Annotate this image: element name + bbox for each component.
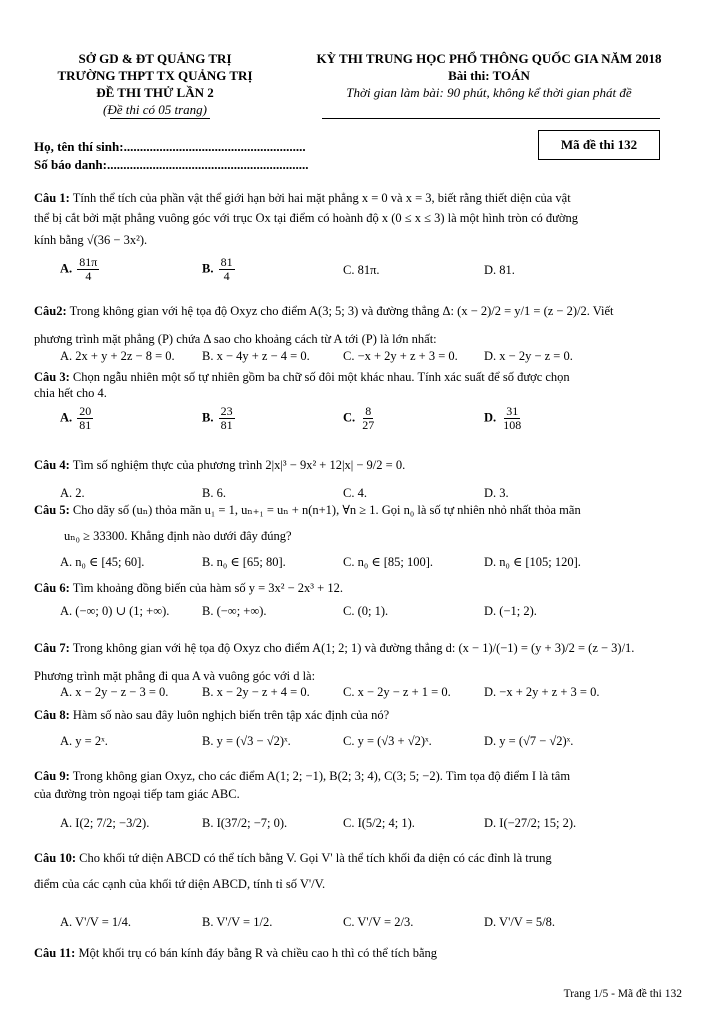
q5-option-c: C. n₀ ∈ [85; 100]. <box>343 555 433 569</box>
q8-text1: Hàm số nào sau đây luôn nghịch biến trên tập xác định của nó? <box>72 708 390 722</box>
q8-option-a: A. y = 2ˣ. <box>60 734 108 748</box>
q1-text1: Tính thể tích của phần vật thể giới hạn bởi hai mặt phẳng x = 0 và x = 3, biết rằng thiết diện của vật <box>72 191 571 205</box>
q3-d-den: 108 <box>503 418 522 432</box>
candidate-id-line: Số báo danh:.............................................................. <box>34 157 309 172</box>
q7-label: Câu 7: <box>34 641 70 655</box>
q9-option-b: B. I(37/2; −7; 0). <box>202 816 288 830</box>
department-name: SỞ GD & ĐT QUẢNG TRỊ <box>78 51 232 66</box>
option-c-label: C. <box>343 410 356 425</box>
q8-option-d: D. y = (√7 − √2)ˣ. <box>484 734 574 748</box>
q7-option-d: D. −x + 2y + z + 3 = 0. <box>484 685 600 699</box>
q4-option-c: C. 4. <box>343 486 367 500</box>
q5-label: Câu 5: <box>34 503 70 517</box>
exam-header <box>288 50 690 101</box>
q6-text1: Tìm khoảng đồng biến của hàm số y = 3x² − 2x³ + 12. <box>72 581 343 595</box>
q1-b-num: 81 <box>220 255 233 269</box>
q2-option-a: A. 2x + y + 2z − 8 = 0. <box>60 349 175 363</box>
q2-line1 <box>34 303 684 319</box>
q7-option-c: C. x − 2y − z + 1 = 0. <box>343 685 451 699</box>
page-count-note: (Đề thi có 05 trang) <box>103 102 207 117</box>
q3-label: Câu 3: <box>34 370 70 384</box>
q3-option-d <box>484 405 525 432</box>
school-name: TRƯỜNG THPT TX QUẢNG TRỊ <box>57 68 253 83</box>
q1-b-den: 4 <box>223 269 230 283</box>
q7-text1: Trong không gian với hệ tọa độ Oxyz cho điểm A(1; 2; 1) và đường thẳng d: (x − 1)/(−1) = (y + 3)/2 = (z − 3)/1. <box>72 641 635 655</box>
q9-text1: Trong không gian Oxyz, cho các điểm A(1; 2; −1), B(2; 3; 4), C(3; 5; −2). Tìm tọa độ điểm I là tâm <box>72 769 571 783</box>
option-a-label: A. <box>60 261 73 276</box>
q8-option-c: C. y = (√3 + √2)ˣ. <box>343 734 432 748</box>
q2-text1: Trong không gian với hệ tọa độ Oxyz cho điểm A(3; 5; 3) và đường thẳng Δ: (x − 2)/2 = y/1 = (z − 2)/2. Viết <box>69 304 614 318</box>
left-divider <box>110 118 210 119</box>
q3-option-b <box>202 405 237 432</box>
q9-option-c: C. I(5/2; 4; 1). <box>343 816 415 830</box>
option-a-label: A. <box>60 410 73 425</box>
q6-option-d: D. (−1; 2). <box>484 604 537 618</box>
q4-line1 <box>34 457 684 473</box>
q11-text1: Một khối trụ có bán kính đáy bằng R và chiều cao h thì có thể tích bằng <box>78 946 438 960</box>
q4-option-a: A. 2. <box>60 486 85 500</box>
q7-line2: Phương trình mặt phẳng đi qua A và vuông góc với d là: <box>34 669 316 683</box>
candidate-name-line: Họ, tên thí sinh:........................................................ <box>34 139 306 154</box>
q3-a-num: 20 <box>79 404 92 418</box>
q10-option-b: B. V'/V = 1/2. <box>202 915 273 929</box>
q3-c-num: 8 <box>365 404 372 418</box>
q1-option-d: D. 81. <box>484 263 515 277</box>
q5-option-d: D. n₀ ∈ [105; 120]. <box>484 555 581 569</box>
q5-line2: uₙ₀ ≥ 33300. Khẳng định nào dưới đây đúng? <box>64 529 292 543</box>
q8-line1 <box>34 707 684 723</box>
q3-c-den: 27 <box>362 418 375 432</box>
q7-option-a: A. x − 2y − z − 3 = 0. <box>60 685 169 699</box>
q3-b-num: 23 <box>220 404 233 418</box>
q2-option-c: C. −x + 2y + z + 3 = 0. <box>343 349 458 363</box>
q10-option-c: C. V'/V = 2/3. <box>343 915 414 929</box>
q8-option-b: B. y = (√3 − √2)ˣ. <box>202 734 291 748</box>
q4-label: Câu 4: <box>34 458 70 472</box>
q6-label: Câu 6: <box>34 581 70 595</box>
q1-a-num: 81π <box>79 255 98 269</box>
q3-line2: chia hết cho 4. <box>34 386 107 400</box>
q8-label: Câu 8: <box>34 708 70 722</box>
q10-option-d: D. V'/V = 5/8. <box>484 915 556 929</box>
q2-label: Câu2: <box>34 304 67 318</box>
q9-line1 <box>34 768 684 784</box>
q3-option-a <box>60 405 95 432</box>
q10-option-a: A. V'/V = 1/4. <box>60 915 132 929</box>
q4-text1: Tìm số nghiệm thực của phương trình 2|x|³ − 9x² + 12|x| − 9/2 = 0. <box>72 458 406 472</box>
q1-a-den: 4 <box>85 269 92 283</box>
q3-text1: Chọn ngẫu nhiên một số tự nhiên gồm ba chữ số đôi một khác nhau. Tính xác suất để số được chọn <box>72 370 570 384</box>
q1-option-b <box>202 256 237 283</box>
q6-option-a: A. (−∞; 0) ∪ (1; +∞). <box>60 604 170 618</box>
q2-option-b: B. x − 4y + z − 4 = 0. <box>202 349 310 363</box>
exam-title: KỲ THI TRUNG HỌC PHỔ THÔNG QUỐC GIA NĂM 2018 <box>316 51 662 66</box>
q3-a-den: 81 <box>79 418 92 432</box>
exam-subject: Bài thi: TOÁN <box>448 68 530 83</box>
right-divider <box>322 118 660 119</box>
q6-option-b: B. (−∞; +∞). <box>202 604 267 618</box>
q10-line1 <box>34 850 684 866</box>
q4-option-b: B. 6. <box>202 486 226 500</box>
q2-line2: phương trình mặt phẳng (P) chứa Δ sao cho khoảng cách từ A tới (P) là lớn nhất: <box>34 332 437 346</box>
q5-line1 <box>34 502 684 518</box>
exam-round: ĐỀ THI THỬ LẦN 2 <box>96 85 214 100</box>
q3-b-den: 81 <box>220 418 233 432</box>
q1-line3: kính bằng √(36 − 3x²). <box>34 233 148 247</box>
q5-option-a: A. n₀ ∈ [45; 60]. <box>60 555 145 569</box>
q1-line2: thể bị cắt bởi mặt phẳng vuông góc với trục Ox tại điểm có hoành độ x (0 ≤ x ≤ 3) là một hình tròn có đường <box>34 211 579 225</box>
q4-option-d: D. 3. <box>484 486 509 500</box>
q3-option-c <box>343 405 378 432</box>
q9-option-d: D. I(−27/2; 15; 2). <box>484 816 577 830</box>
option-b-label: B. <box>202 261 214 276</box>
q1-label: Câu 1: <box>34 191 70 205</box>
q10-text1: Cho khối tứ diện ABCD có thể tích bằng V. Gọi V' là thể tích khối đa diện có các đỉnh là trung <box>79 851 552 865</box>
q3-line1 <box>34 369 684 385</box>
q5-text1: Cho dãy số (uₙ) thỏa mãn u₁ = 1, uₙ₊₁ = uₙ + n(n+1), ∀n ≥ 1. Gọi n₀ là số tự nhiên nhỏ nhất thỏa mãn <box>72 503 581 517</box>
q6-option-c: C. (0; 1). <box>343 604 389 618</box>
q3-d-num: 31 <box>506 404 519 418</box>
exam-code-box: Mã đề thi 132 <box>538 130 660 160</box>
exam-time: Thời gian làm bài: 90 phút, không kể thời gian phát đề <box>346 85 632 100</box>
school-header <box>30 50 280 118</box>
q9-line2: của đường tròn ngoại tiếp tam giác ABC. <box>34 787 240 801</box>
q7-option-b: B. x − 2y − z + 4 = 0. <box>202 685 310 699</box>
page-footer: Trang 1/5 - Mã đề thi 132 <box>563 988 682 1000</box>
q1-option-c: C. 81π. <box>343 263 380 277</box>
q10-label: Câu 10: <box>34 851 77 865</box>
q9-option-a: A. I(2; 7/2; −3/2). <box>60 816 150 830</box>
q1-option-a <box>60 256 101 283</box>
q9-label: Câu 9: <box>34 769 70 783</box>
q11-label: Câu 11: <box>34 946 76 960</box>
q2-option-d: D. x − 2y − z = 0. <box>484 349 573 363</box>
q11-line1 <box>34 945 684 961</box>
q6-line1 <box>34 580 684 596</box>
q7-line1 <box>34 640 684 656</box>
q5-option-b: B. n₀ ∈ [65; 80]. <box>202 555 286 569</box>
q1-line1 <box>34 190 684 206</box>
q10-line2: điểm của các cạnh của khối tứ diện ABCD, tính tỉ số V'/V. <box>34 877 326 891</box>
option-b-label: B. <box>202 410 214 425</box>
option-d-label: D. <box>484 410 497 425</box>
